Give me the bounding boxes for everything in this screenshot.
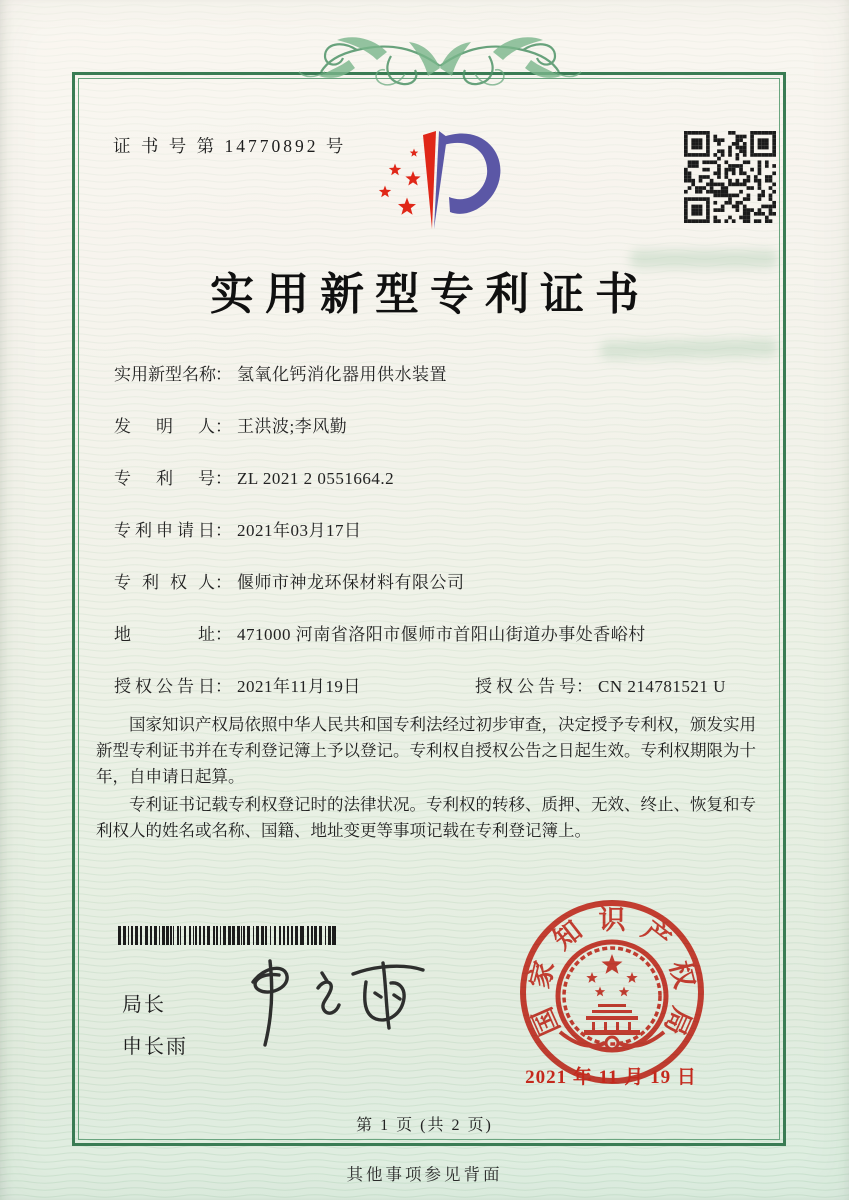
field-value: 471000 河南省洛阳市偃师市首阳山街道办事处香峪村 (237, 625, 646, 644)
certificate-number: 证 书 号 第 14770892 号 (113, 136, 347, 156)
cnipa-logo-icon (352, 124, 522, 242)
field-colon: ： (576, 677, 593, 696)
seal-text-char: 权 (664, 957, 700, 992)
field-label: 发明人 (114, 417, 215, 436)
seal-emblem (558, 942, 666, 1050)
director-signature-icon (225, 952, 465, 1052)
seal-text-char: 产 (636, 915, 677, 956)
field-label: 地址 (114, 625, 215, 644)
field-row (114, 570, 764, 596)
logo-p-curve (443, 134, 500, 214)
field-label: 专利号 (114, 469, 215, 488)
field-colon: ： (215, 677, 232, 696)
seal-text-char: 知 (547, 915, 588, 956)
officer-name: 申长雨 (122, 1036, 188, 1058)
qr-code (684, 131, 776, 223)
field-value: 王洪波;李风勤 (237, 417, 348, 436)
field-label: 专利申请日 (114, 521, 215, 540)
bleed-through-mark (600, 338, 778, 359)
legal-paragraphs (96, 712, 756, 846)
officer-title: 局长 (122, 994, 166, 1016)
grant-no-value: CN 214781521 U (598, 677, 726, 696)
field-colon: ： (215, 521, 232, 540)
green-floral-ornament-icon (295, 26, 585, 98)
field-row (114, 622, 764, 648)
page-title: 实用新型专利证书 (210, 270, 650, 319)
field-label: 实用新型名称 (114, 365, 216, 384)
grant-date-label: 授权公告日 (114, 677, 215, 696)
officer-block (122, 988, 188, 1059)
field-section (114, 362, 764, 726)
field-list (114, 362, 764, 648)
field-value: 2021年03月17日 (237, 521, 362, 540)
paragraph: 专利证书记载专利权登记时的法律状况。专利权的转移、质押、无效、终止、恢复和专利权人的姓名或名称、国籍、地址变更等事项记载在专利登记簿上。 (96, 795, 756, 840)
paragraph: 国家知识产权局依照中华人民共和国专利法经过初步审查，决定授予专利权，颁发实用新型专利证书并在专利登记簿上予以登记。专利权自授权公告之日起生效。专利权期限为十年，自申请日起算。 (96, 715, 756, 786)
seal-text-char: 家 (524, 957, 560, 992)
seal-date: 2021 年 11 月 19 日 (525, 1067, 697, 1088)
back-note: 其他事项参见背面 (346, 1165, 503, 1184)
grant-row (114, 674, 764, 700)
field-value: 偃师市神龙环保材料有限公司 (237, 573, 465, 592)
seal-text-char: 局 (658, 1002, 697, 1040)
seal-emblem-stars (586, 954, 637, 996)
field-colon: ： (215, 417, 232, 436)
logo-wedge-red (423, 131, 436, 229)
field-label: 专利权人 (114, 573, 215, 592)
page-footer: 第 1 页 (共 2 页) (356, 1117, 493, 1134)
field-row (114, 466, 764, 492)
logo-stars (379, 149, 421, 215)
field-value: ZL 2021 2 0551664.2 (237, 469, 395, 488)
field-value: 氢氧化钙消化器用供水装置 (237, 365, 447, 384)
field-row (114, 362, 764, 388)
field-colon: ： (215, 365, 232, 384)
field-row (114, 414, 764, 440)
field-colon: ： (215, 625, 232, 644)
field-colon: ： (215, 573, 232, 592)
seal-text-char: 识 (598, 905, 626, 935)
logo-wedge-blue (434, 131, 447, 229)
seal-text-char: 国 (527, 1002, 566, 1040)
grant-date-value: 2021年11月19日 (237, 677, 361, 696)
field-row (114, 518, 764, 544)
grant-no-label: 授权公告号 (475, 677, 576, 696)
field-colon: ： (215, 469, 232, 488)
barcode (118, 926, 338, 945)
